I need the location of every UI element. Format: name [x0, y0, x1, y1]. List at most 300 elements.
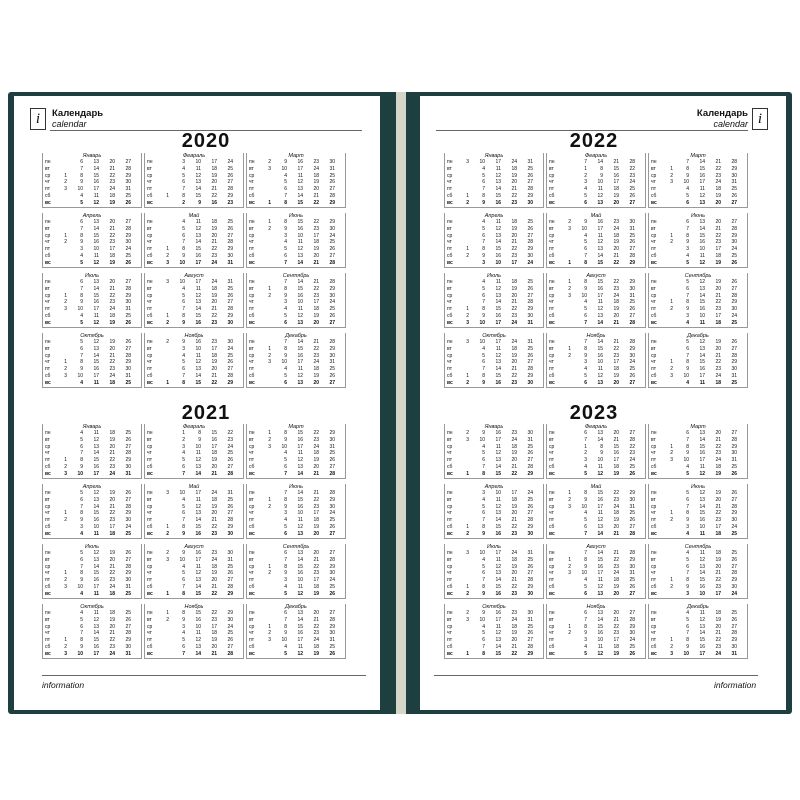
- weekday-label: вт: [651, 496, 656, 503]
- weekday-label: чт: [651, 299, 656, 306]
- month-name: Ноябрь: [586, 333, 606, 339]
- weekday-label: сб: [549, 524, 555, 530]
- weekday-label: чт: [447, 450, 452, 457]
- day-cell: 20: [511, 637, 517, 644]
- day-cell: 23: [613, 219, 619, 225]
- weekday-row: [549, 286, 643, 293]
- day-cell: 6: [482, 359, 485, 366]
- weekday-row: [447, 380, 541, 387]
- day-cell: 21: [109, 503, 115, 510]
- weekday-row: [651, 637, 745, 644]
- day-cell: 28: [527, 239, 533, 246]
- day-cell: 25: [227, 165, 233, 172]
- day-cell: 9: [80, 299, 83, 306]
- weekday-label: вс: [45, 319, 51, 326]
- day-cell: 31: [527, 339, 533, 345]
- day-cell: 22: [211, 379, 217, 386]
- day-cell: 14: [699, 159, 705, 165]
- day-cell: 28: [125, 563, 131, 570]
- weekday-label: вс: [651, 530, 657, 537]
- month-block: [444, 604, 544, 659]
- weekday-label: вт: [651, 285, 656, 292]
- day-cell: 2: [670, 584, 673, 590]
- day-cell: 16: [211, 199, 217, 206]
- weekday-label: вс: [651, 199, 657, 206]
- day-cell: 25: [629, 366, 635, 373]
- weekday-label: пт: [45, 457, 50, 464]
- day-cell: 13: [495, 292, 501, 299]
- day-cell: 12: [495, 450, 501, 457]
- day-cell: 17: [495, 319, 501, 326]
- month-block: [546, 604, 646, 659]
- day-cell: 16: [297, 292, 303, 299]
- day-cell: 18: [613, 366, 619, 373]
- day-cell: 25: [527, 496, 533, 503]
- day-cell: 23: [715, 239, 721, 246]
- day-cell: 5: [80, 490, 83, 496]
- weekday-label: вт: [249, 165, 254, 172]
- weekday-label: пт: [45, 186, 50, 193]
- day-cell: 19: [511, 450, 517, 457]
- month-name: Июнь: [691, 484, 705, 490]
- weekday-row: [249, 651, 343, 658]
- weekday-label: чт: [651, 450, 656, 457]
- day-cell: 8: [182, 590, 185, 597]
- day-cell: 18: [613, 186, 619, 193]
- day-cell: 20: [613, 313, 619, 319]
- weekday-label: ср: [549, 623, 555, 630]
- day-cell: 19: [715, 259, 721, 266]
- day-cell: 10: [179, 279, 185, 285]
- day-cell: 10: [495, 490, 501, 496]
- weekday-row: [447, 226, 541, 233]
- day-cell: 27: [227, 510, 233, 517]
- weekday-label: сб: [249, 193, 255, 199]
- month-name: Март: [288, 153, 304, 159]
- day-cell: 17: [93, 584, 99, 590]
- day-cell: 3: [584, 637, 587, 644]
- day-cell: 15: [195, 313, 201, 319]
- day-cell: 7: [80, 563, 83, 570]
- day-cell: 2: [64, 366, 67, 373]
- day-cell: 7: [482, 517, 485, 524]
- day-cell: 13: [597, 379, 603, 386]
- weekday-label: вс: [147, 470, 153, 477]
- weekday-row: [249, 644, 343, 651]
- weekday-row: [651, 186, 745, 193]
- day-cell: 4: [182, 563, 185, 570]
- weekday-label: вт: [249, 436, 254, 443]
- weekday-label: вс: [549, 590, 555, 597]
- day-cell: 9: [686, 584, 689, 590]
- day-cell: 3: [182, 345, 185, 352]
- day-cell: 30: [125, 239, 131, 246]
- day-cell: 19: [211, 172, 217, 179]
- day-cell: 14: [699, 292, 705, 299]
- day-cell: 3: [466, 436, 469, 443]
- weekday-label: ср: [45, 443, 51, 450]
- weekday-row: [549, 630, 643, 637]
- weekday-label: сб: [249, 313, 255, 319]
- day-cell: 20: [511, 457, 517, 464]
- weekday-row: [447, 524, 541, 531]
- day-cell: 17: [93, 186, 99, 193]
- weekday-row: [549, 293, 643, 300]
- day-cell: 15: [195, 590, 201, 597]
- day-cell: 28: [125, 352, 131, 359]
- day-cell: 8: [584, 623, 587, 630]
- weekday-row: [45, 644, 139, 651]
- day-cell: 1: [466, 524, 469, 530]
- day-cell: 19: [715, 490, 721, 496]
- day-cell: 17: [93, 373, 99, 379]
- weekday-row: [147, 313, 241, 320]
- weekday-label: вт: [549, 496, 554, 503]
- day-cell: 10: [699, 246, 705, 253]
- day-cell: 6: [80, 219, 83, 225]
- day-cell: 3: [166, 259, 169, 266]
- day-cell: 20: [211, 366, 217, 373]
- day-cell: 6: [584, 199, 587, 206]
- day-cell: 14: [495, 517, 501, 524]
- day-cell: 17: [195, 259, 201, 266]
- day-cell: 29: [329, 285, 335, 292]
- weekday-label: вт: [249, 556, 254, 563]
- day-cell: 3: [182, 159, 185, 165]
- day-cell: 12: [597, 193, 603, 199]
- day-cell: 14: [195, 186, 201, 193]
- weekday-label: сб: [45, 193, 51, 199]
- day-cell: 28: [629, 159, 635, 165]
- day-cell: 16: [495, 253, 501, 259]
- day-cell: 15: [495, 524, 501, 530]
- day-cell: 16: [699, 644, 705, 650]
- day-cell: 24: [715, 457, 721, 464]
- day-cell: 13: [297, 530, 303, 537]
- day-cell: 10: [581, 570, 587, 577]
- day-cell: 2: [466, 430, 469, 436]
- day-cell: 1: [670, 637, 673, 644]
- day-cell: 8: [686, 510, 689, 517]
- day-cell: 15: [699, 510, 705, 517]
- day-cell: 7: [80, 352, 83, 359]
- day-cell: 3: [166, 556, 169, 563]
- weekday-row: [147, 584, 241, 591]
- day-cell: 10: [297, 232, 303, 239]
- day-cell: 11: [297, 306, 303, 313]
- day-cell: 21: [511, 239, 517, 246]
- day-cell: 3: [64, 306, 67, 313]
- day-cell: 24: [211, 556, 217, 563]
- weekday-label: вт: [249, 285, 254, 292]
- weekday-label: пн: [447, 339, 453, 345]
- day-cell: 24: [731, 246, 737, 253]
- month-block: [444, 544, 544, 599]
- day-cell: 6: [80, 556, 83, 563]
- day-cell: 12: [297, 524, 303, 530]
- weekday-label: вс: [447, 650, 453, 657]
- day-cell: 12: [297, 373, 303, 379]
- day-cell: 13: [297, 319, 303, 326]
- day-cell: 9: [686, 644, 689, 650]
- month-block: [42, 544, 142, 599]
- day-cell: 14: [495, 464, 501, 470]
- weekday-row: [549, 200, 643, 207]
- weekday-row: [549, 444, 643, 451]
- day-cell: 17: [613, 359, 619, 366]
- day-cell: 8: [284, 345, 287, 352]
- day-cell: 22: [109, 172, 115, 179]
- day-cell: 22: [715, 299, 721, 306]
- weekday-row: [249, 497, 343, 504]
- weekday-row: [651, 159, 745, 166]
- day-cell: 6: [182, 577, 185, 584]
- day-cell: 21: [511, 464, 517, 470]
- day-cell: 13: [699, 496, 705, 503]
- day-cell: 10: [281, 443, 287, 450]
- day-cell: 6: [686, 623, 689, 630]
- weekday-label: пт: [249, 186, 254, 193]
- weekday-row: [549, 253, 643, 260]
- day-cell: 7: [584, 550, 587, 556]
- weekday-row: [45, 380, 139, 387]
- day-cell: 8: [584, 556, 587, 563]
- day-cell: 5: [482, 225, 485, 232]
- day-cell: 20: [715, 623, 721, 630]
- day-cell: 10: [699, 313, 705, 319]
- weekday-row: [549, 570, 643, 577]
- day-cell: 13: [93, 496, 99, 503]
- day-cell: 19: [211, 503, 217, 510]
- day-cell: 1: [64, 292, 67, 299]
- weekday-row: [147, 644, 241, 651]
- weekday-row: [447, 450, 541, 457]
- month-name: Декабрь: [285, 604, 307, 610]
- day-cell: 18: [715, 530, 721, 537]
- weekday-row: [447, 517, 541, 524]
- day-cell: 3: [670, 373, 673, 379]
- day-cell: 7: [482, 644, 485, 650]
- weekday-label: пт: [651, 246, 656, 253]
- weekday-label: ср: [549, 563, 555, 570]
- day-cell: 21: [211, 584, 217, 590]
- weekday-row: [651, 293, 745, 300]
- day-cell: 17: [597, 292, 603, 299]
- weekday-label: чт: [651, 630, 656, 637]
- weekday-row: [147, 457, 241, 464]
- day-cell: 19: [313, 179, 319, 186]
- day-cell: 16: [613, 450, 619, 457]
- day-cell: 10: [281, 637, 287, 644]
- day-cell: 5: [482, 630, 485, 637]
- day-cell: 20: [715, 563, 721, 570]
- day-cell: 24: [329, 510, 335, 517]
- day-cell: 31: [227, 259, 233, 266]
- day-cell: 30: [731, 239, 737, 246]
- day-cell: 28: [629, 616, 635, 623]
- day-cell: 24: [715, 650, 721, 657]
- day-cell: 27: [329, 319, 335, 326]
- weekday-label: пн: [147, 159, 153, 165]
- day-cell: 26: [125, 436, 131, 443]
- day-cell: 27: [731, 496, 737, 503]
- day-cell: 23: [313, 630, 319, 637]
- weekday-label: пт: [447, 637, 452, 644]
- month-name: Февраль: [584, 424, 608, 430]
- weekday-label: ср: [549, 503, 555, 510]
- day-cell: 21: [211, 650, 217, 657]
- weekday-label: ср: [549, 292, 555, 299]
- day-cell: 10: [479, 550, 485, 556]
- weekday-label: пн: [45, 490, 51, 496]
- weekday-label: ср: [447, 563, 453, 570]
- day-cell: 15: [195, 246, 201, 253]
- day-cell: 20: [613, 524, 619, 530]
- weekday-row: [45, 353, 139, 360]
- day-cell: 25: [329, 584, 335, 590]
- day-cell: 19: [109, 436, 115, 443]
- day-cell: 11: [93, 430, 99, 436]
- day-cell: 5: [182, 503, 185, 510]
- weekday-row: [447, 246, 541, 253]
- day-cell: 2: [670, 172, 673, 179]
- footer-label: information: [42, 680, 85, 690]
- day-cell: 4: [182, 285, 185, 292]
- day-cell: 15: [297, 219, 303, 225]
- day-cell: 4: [80, 193, 83, 199]
- day-cell: 13: [297, 610, 303, 616]
- day-cell: 26: [227, 457, 233, 464]
- weekday-label: чт: [45, 179, 50, 186]
- day-cell: 30: [329, 159, 335, 165]
- day-cell: 16: [597, 219, 603, 225]
- day-cell: 25: [527, 219, 533, 225]
- day-cell: 20: [715, 430, 721, 436]
- day-cell: 29: [125, 510, 131, 517]
- weekday-row: [147, 531, 241, 538]
- day-cell: 25: [731, 464, 737, 470]
- day-cell: 6: [584, 610, 587, 616]
- day-cell: 24: [613, 503, 619, 510]
- day-cell: 29: [629, 623, 635, 630]
- weekday-row: [147, 219, 241, 226]
- day-cell: 23: [211, 339, 217, 345]
- day-cell: 6: [80, 443, 83, 450]
- weekday-label: вт: [45, 165, 50, 172]
- weekday-row: [651, 279, 745, 286]
- day-cell: 1: [466, 246, 469, 253]
- weekday-label: чт: [249, 179, 254, 186]
- day-cell: 24: [511, 616, 517, 623]
- day-cell: 27: [227, 299, 233, 306]
- weekday-label: вт: [147, 556, 152, 563]
- month-block: [144, 153, 244, 208]
- day-cell: 9: [182, 616, 185, 623]
- day-cell: 28: [329, 279, 335, 285]
- day-cell: 15: [297, 285, 303, 292]
- weekday-row: [147, 577, 241, 584]
- day-cell: 28: [731, 630, 737, 637]
- weekday-row: [447, 624, 541, 631]
- day-cell: 2: [268, 630, 271, 637]
- weekday-row: [447, 320, 541, 327]
- day-cell: 8: [686, 232, 689, 239]
- day-cell: 1: [268, 345, 271, 352]
- weekday-label: чт: [147, 510, 152, 517]
- weekday-row: [147, 320, 241, 327]
- day-cell: 7: [284, 490, 287, 496]
- day-cell: 18: [109, 430, 115, 436]
- day-cell: 2: [466, 313, 469, 319]
- info-icon: i: [30, 108, 46, 130]
- day-cell: 4: [284, 172, 287, 179]
- day-cell: 5: [80, 616, 83, 623]
- weekday-label: чт: [549, 630, 554, 637]
- day-cell: 6: [80, 159, 83, 165]
- month-block: [144, 544, 244, 599]
- weekday-row: [447, 159, 541, 166]
- weekday-label: чт: [45, 299, 50, 306]
- day-cell: 26: [527, 172, 533, 179]
- day-cell: 31: [629, 570, 635, 577]
- day-cell: 26: [329, 524, 335, 530]
- day-cell: 26: [329, 457, 335, 464]
- day-cell: 28: [125, 165, 131, 172]
- day-cell: 23: [511, 590, 517, 597]
- day-cell: 6: [482, 570, 485, 577]
- day-cell: 17: [495, 550, 501, 556]
- day-cell: 2: [268, 159, 271, 165]
- weekday-row: [447, 299, 541, 306]
- month-name: Июнь: [289, 213, 303, 219]
- day-cell: 17: [715, 524, 721, 530]
- day-cell: 22: [313, 496, 319, 503]
- day-cell: 4: [686, 610, 689, 616]
- day-cell: 24: [629, 179, 635, 186]
- weekday-row: [447, 550, 541, 557]
- day-cell: 7: [182, 470, 185, 477]
- day-cell: 8: [182, 610, 185, 616]
- month-name: Октябрь: [80, 333, 104, 339]
- day-cell: 30: [731, 366, 737, 373]
- day-cell: 23: [511, 313, 517, 319]
- weekday-label: пн: [651, 490, 657, 496]
- day-cell: 2: [466, 610, 469, 616]
- day-cell: 2: [166, 339, 169, 345]
- day-cell: 21: [211, 470, 217, 477]
- day-cell: 15: [495, 470, 501, 477]
- day-cell: 10: [77, 373, 83, 379]
- day-cell: 31: [527, 319, 533, 326]
- weekday-label: чт: [549, 570, 554, 577]
- day-cell: 26: [527, 630, 533, 637]
- weekday-label: вт: [549, 616, 554, 623]
- day-cell: 17: [211, 159, 217, 165]
- day-cell: 28: [227, 373, 233, 379]
- weekday-label: пт: [549, 366, 554, 373]
- day-cell: 18: [313, 517, 319, 524]
- day-cell: 15: [597, 259, 603, 266]
- day-cell: 4: [182, 219, 185, 225]
- weekday-label: ср: [249, 172, 255, 179]
- day-cell: 23: [109, 577, 115, 584]
- day-cell: 21: [715, 352, 721, 359]
- day-cell: 16: [495, 610, 501, 616]
- day-cell: 3: [482, 490, 485, 496]
- day-cell: 31: [731, 650, 737, 657]
- weekday-label: сб: [651, 373, 657, 379]
- day-cell: 15: [597, 279, 603, 285]
